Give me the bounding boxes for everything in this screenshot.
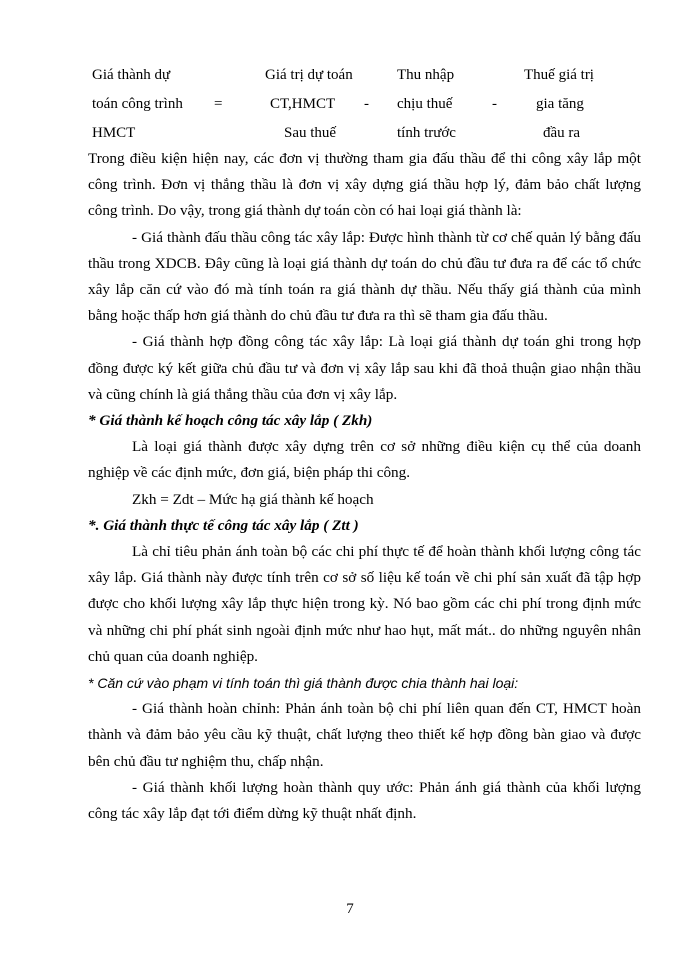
formula-term-label: chịu thuế [397, 96, 453, 112]
equals-sign: = [214, 96, 223, 112]
formula-term-label: tính trước [397, 125, 456, 141]
minus-sign: - [364, 96, 369, 112]
paragraph: - Giá thành hợp đồng công tác xây lắp: Là loại giá thành dự toán ghi trong hợp đồng được ký kết giữa chủ đầu tư và đơn vị xây lắp sau khi đã thoả thuận giao nhận thầu và cũng chính là giá thắng thầu của đơn vị xây lắp. [88, 333, 641, 403]
page-number: 7 [346, 901, 354, 917]
formula-term-label: toán công trình [92, 96, 183, 112]
formula-term-label: Giá trị dự toán [265, 67, 353, 83]
formula-term-label: CT,HMCT [270, 96, 336, 112]
formula-term-label: Thuế giá trị [524, 67, 594, 83]
formula-term-label: Giá thành dự [92, 67, 171, 83]
formula-term-label: gia tăng [536, 96, 584, 112]
note-line: * Căn cứ vào phạm vi tính toán thì giá thành được chia thành hai loại: [88, 675, 519, 692]
section-heading: * Giá thành kế hoạch công tác xây lắp ( Zkh) [88, 412, 373, 430]
paragraph: Là chỉ tiêu phản ánh toàn bộ các chi phí thực tế để hoàn thành khối lượng công tác xây lắp. Giá thành này được tính trên cơ sở số liệu kế toán về chi phí sản xuất đã tập hợp được cho khối lượng xây lắp thực hiện trong kỳ. Nó bao gồm các chi phí trong định mức và những chi phí phát sinh ngoài định mức như hao hụt, mất mát.. do những nguyên nhân chủ quan của doanh nghiệp. [88, 543, 641, 665]
formula-term-label: đầu ra [543, 125, 581, 141]
paragraph: Là loại giá thành được xây dựng trên cơ sở những điều kiện cụ thể của doanh nghiệp về các định mức, đơn giá, biện pháp thi công. [88, 438, 641, 482]
formula-term-label: Sau thuế [284, 125, 337, 141]
document-body [88, 146, 641, 827]
paragraph: Trong điều kiện hiện nay, các đơn vị thường tham gia đấu thầu để thi công xây lắp một công trình. Đơn vị thắng thầu là đơn vị xây dựng giá thầu hợp lý, đảm bảo chất lượng công trình. Do vậy, trong giá thành dự toán còn có hai loại giá thành là: [88, 150, 641, 220]
paragraph: - Giá thành hoàn chỉnh: Phản ánh toàn bộ chi phí liên quan đến CT, HMCT hoàn thành và đảm bảo yêu cầu kỹ thuật, chất lượng theo thiết kế hợp đồng bàn giao và được bên chủ đầu tư nghiệm thu, chấp nhận. [88, 700, 641, 770]
section-heading: *. Giá thành thực tế công tác xây lắp ( Ztt ) [88, 516, 359, 534]
formula-line: Zkh = Zdt – Mức hạ giá thành kế hoạch [132, 490, 374, 508]
paragraph: - Giá thành đấu thầu công tác xây lắp: Được hình thành từ cơ chế quản lý bằng đấu thầu trong XDCB. Đây cũng là loại giá thành dự toán do chủ đầu tư đưa ra để các tổ chức xây lắp căn cứ vào đó mà tính toán ra giá thành dự thầu. Nếu thấy giá thành của mình bằng hoặc thấp hơn giá thành do chủ đầu tư đưa ra thì sẽ tham gia đấu thầu. [88, 228, 641, 325]
formula-term-label: HMCT [92, 125, 136, 141]
formula-block [0, 0, 700, 150]
formula-term-label: Thu nhập [397, 67, 455, 83]
minus-sign: - [492, 96, 497, 112]
paragraph: - Giá thành khối lượng hoàn thành quy ước: Phản ánh giá thành của khối lượng công tác xây lắp đạt tới điểm dừng kỹ thuật nhất định. [88, 778, 641, 823]
